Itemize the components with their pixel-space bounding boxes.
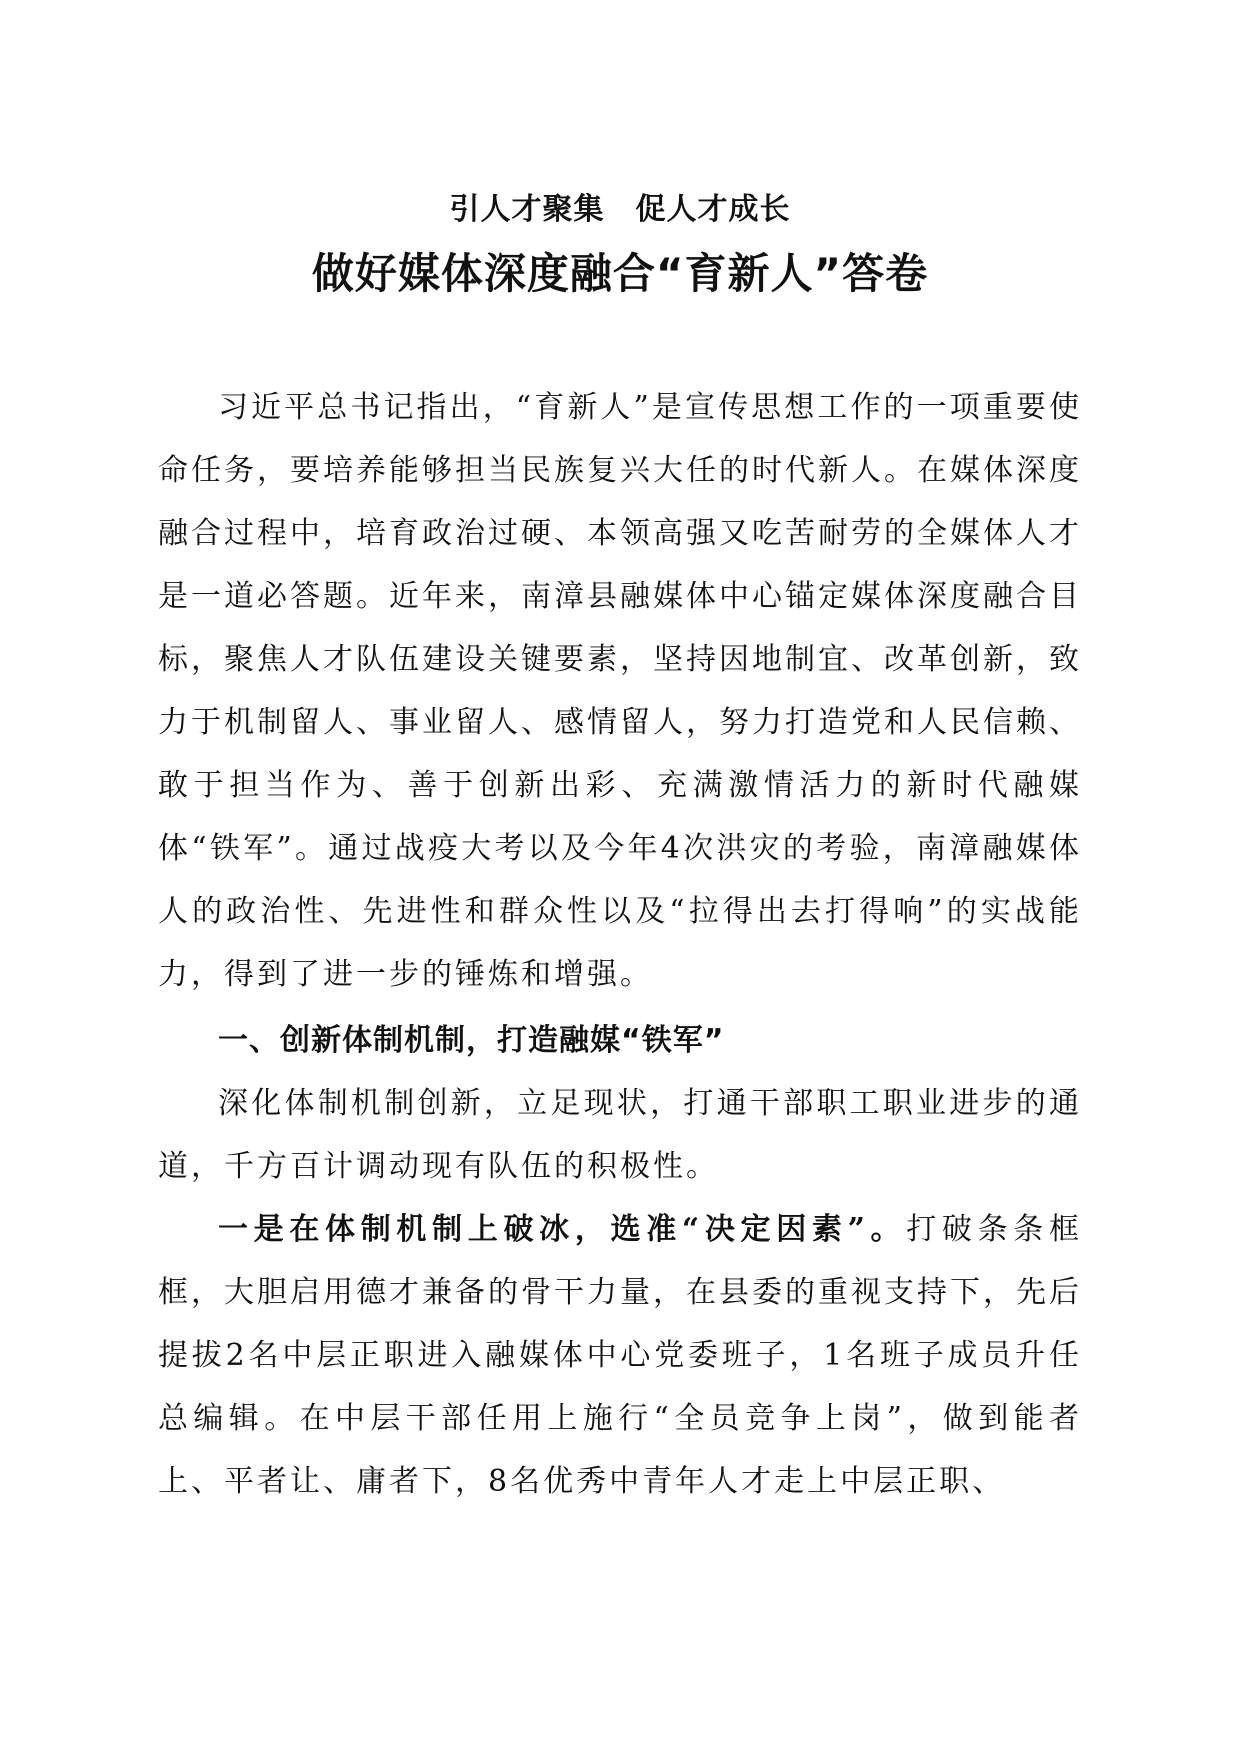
- document-title: 做好媒体深度融合“育新人”答卷: [311, 249, 929, 298]
- paragraph-text: 深化体制机制创新，立足现状，打通干部职工职业进步的通道，千方百计调动现有队伍的积极性。: [158, 1086, 1082, 1184]
- point-lead: 一是在体制机制上破冰，选准“决定因素”。: [218, 1212, 907, 1247]
- section-heading: 一、创新体制机制，打造融媒“铁军”: [218, 1023, 725, 1058]
- intro-paragraph: [158, 376, 1082, 1006]
- paragraph-text: 打破条条框框，大胆启用德才兼备的骨干力量，在县委的重视支持下，先后提拔2名中层正职进入融媒体中心党委班子，1名班子成员升任总编辑。在中层干部任用上施行“全员竞争上岗”，做到能者上、平者让、庸者下，8名优秀中青年人才走上中层正职、: [158, 1212, 1082, 1499]
- paragraph-text: 习近平总书记指出，“育新人”是宣传思想工作的一项重要使命任务，要培养能够担当民族复兴大任的时代新人。在媒体深度融合过程中，培育政治过硬、本领高强又吃苦耐劳的全媒体人才是一道必答题。近年来，南漳县融媒体中心锚定媒体深度融合目标，聚焦人才队伍建设关键要素，坚持因地制宜、改革创新，致力于机制留人、事业留人、感情留人，努力打造党和人民信赖、敢于担当作为、善于创新出彩、充满激情活力的新时代融媒体“铁军”。通过战疫大考以及今年4次洪灾的考验，南漳融媒体人的政治性、先进性和群众性以及“拉得出去打得响”的实战能力，得到了进一步的锤炼和增强。: [158, 390, 1082, 992]
- section-paragraph: [158, 1072, 1082, 1198]
- point-paragraph: [158, 1198, 1082, 1513]
- document-body: [158, 376, 1082, 1513]
- document-subtitle: 引人才聚集 促人才成长: [449, 192, 791, 227]
- document-page: [158, 188, 1082, 1688]
